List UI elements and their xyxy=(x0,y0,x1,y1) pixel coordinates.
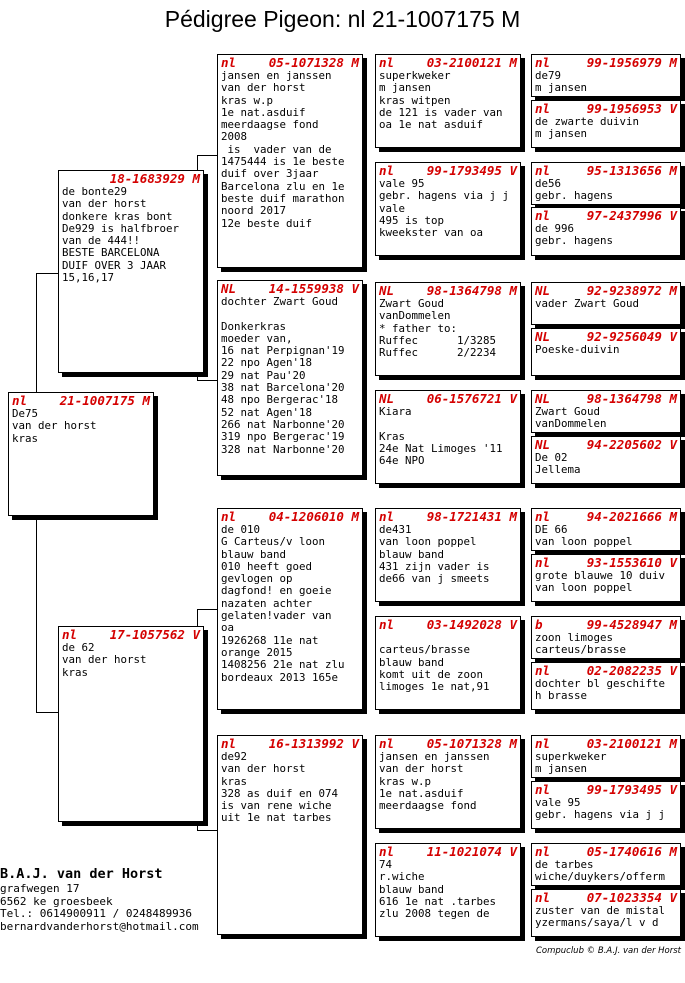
breeder-phone: Tel.: 0614900911 / 0248489936 xyxy=(0,907,193,921)
footer-credit: Compuclub © B.A.J. van der Horst xyxy=(535,946,681,956)
country-code: NL xyxy=(379,391,395,406)
pedigree-card-gen4[interactable] xyxy=(375,162,521,256)
pedigree-card-gen5[interactable] xyxy=(531,889,681,937)
pedigree-card-gen4[interactable] xyxy=(375,282,521,376)
pedigree-card-gen3[interactable] xyxy=(217,735,363,935)
ring-number: 02-2082235 V xyxy=(586,663,677,678)
country-code: nl xyxy=(535,163,551,178)
ring-number: 17-1057562 V xyxy=(109,627,200,642)
ring-number: 18-1683929 M xyxy=(109,171,200,186)
country-code: NL xyxy=(535,329,551,344)
pedigree-card-gen5[interactable] xyxy=(531,554,681,602)
country-code: nl xyxy=(379,55,395,70)
pedigree-card-gen5[interactable] xyxy=(531,54,681,97)
breeder-info xyxy=(0,866,199,933)
ring-number: 07-1023354 V xyxy=(586,890,677,905)
country-code: NL xyxy=(535,437,551,452)
pigeon-notes: vale 95 gebr. hagens via j j xyxy=(535,796,666,822)
pigeon-notes: vale 95 gebr. hagens via j j vale 495 is top kweekster van oa xyxy=(379,177,510,240)
connector-line xyxy=(36,273,58,274)
pedigree-card-gen4[interactable] xyxy=(375,508,521,602)
country-code: nl xyxy=(535,663,551,678)
pedigree-card-subject[interactable] xyxy=(8,392,154,516)
country-code: nl xyxy=(221,509,237,524)
breeder-name: B.A.J. van der Horst xyxy=(0,866,163,882)
pigeon-notes: de bonte29 van der horst donkere kras bont De929 is halfbroer van de 444!! BESTE BARCELONA DUIF OVER 3 JAAR 15,16,17 xyxy=(62,185,180,285)
pigeon-notes: de 62 van der horst kras xyxy=(62,641,147,679)
pigeon-notes: grote blauwe 10 duiv van loon poppel xyxy=(535,569,666,595)
country-code: nl xyxy=(221,55,237,70)
ring-number: 97-2437996 V xyxy=(586,208,677,223)
country-code: NL xyxy=(535,391,551,406)
country-code: nl xyxy=(62,627,78,642)
pigeon-notes: jansen en janssen van der horst kras w.p 1e nat.asduif meerdaagse fond xyxy=(379,750,490,813)
pedigree-card-gen5[interactable] xyxy=(531,781,681,829)
pigeon-notes: Zwart Goud vanDommelen xyxy=(535,405,607,431)
country-code: nl xyxy=(379,163,395,178)
pedigree-card-gen4[interactable] xyxy=(375,616,521,710)
ring-number: 95-1313656 M xyxy=(586,163,677,178)
breeder-street: grafwegen 17 xyxy=(0,882,80,895)
country-code: nl xyxy=(12,393,28,408)
ring-number: 99-4528947 M xyxy=(586,617,677,632)
pigeon-notes: 74 r.wiche blauw band 616 1e nat .tarbes zlu 2008 tegen de xyxy=(379,858,497,921)
pigeon-notes: carteus/brasse blauw band komt uit de zoon limoges 1e nat,91 xyxy=(379,643,490,694)
country-code: nl xyxy=(535,101,551,116)
pedigree-card-gen5[interactable] xyxy=(531,508,681,551)
connector-line xyxy=(197,155,217,156)
pigeon-notes: de tarbes wiche/duykers/offerm xyxy=(535,858,666,884)
pedigree-card-sire[interactable] xyxy=(58,170,204,373)
pedigree-card-gen4[interactable] xyxy=(375,390,521,484)
ring-number: 16-1313992 V xyxy=(268,736,359,751)
ring-number: 11-1021074 V xyxy=(426,844,517,859)
pigeon-notes: de431 van loon poppel blauw band 431 zijn vader is de66 van j smeets xyxy=(379,523,490,586)
pigeon-notes: de92 van der horst kras 328 as duif en 074 is van rene wiche uit 1e nat tarbes xyxy=(221,750,339,825)
pigeon-notes: DE 66 van loon poppel xyxy=(535,523,633,549)
country-code: NL xyxy=(221,281,237,296)
ring-number: 99-1956979 M xyxy=(586,55,677,70)
country-code: nl xyxy=(535,555,551,570)
ring-number: 98-1364798 M xyxy=(426,283,517,298)
ring-number: 92-9256049 V xyxy=(586,329,677,344)
ring-number: 93-1553610 V xyxy=(586,555,677,570)
pigeon-notes: superkweker m jansen xyxy=(535,750,607,776)
pigeon-notes: de 010 G Carteus/v loon blauw band 010 heeft goed gevlogen op dagfond! en goeie nazaten achter gelaten!vader van oa 1926268 11e nat orange 2015 1408256 21e nat zlu bordeaux 2013 165e xyxy=(221,523,345,684)
ring-number: 05-1071328 M xyxy=(268,55,359,70)
ring-number: 14-1559938 V xyxy=(268,281,359,296)
ring-number: 03-2100121 M xyxy=(426,55,517,70)
pigeon-notes: Kiara Kras 24e Nat Limoges '11 64e NPO xyxy=(379,405,503,468)
pedigree-card-gen5[interactable] xyxy=(531,328,681,376)
ring-number: 05-1740616 M xyxy=(586,844,677,859)
pedigree-card-gen3[interactable] xyxy=(217,508,363,710)
country-code: nl xyxy=(535,736,551,751)
ring-number: 99-1793495 V xyxy=(586,782,677,797)
country-code: nl xyxy=(221,736,237,751)
pedigree-card-gen5[interactable] xyxy=(531,162,681,205)
page-title: Pédigree Pigeon: nl 21-1007175 M xyxy=(164,6,521,32)
country-code: b xyxy=(535,617,543,632)
country-code: nl xyxy=(535,844,551,859)
pedigree-card-gen5[interactable] xyxy=(531,436,681,484)
pedigree-card-gen5[interactable] xyxy=(531,843,681,886)
pigeon-notes: De75 van der horst kras xyxy=(12,407,97,445)
ring-number: 06-1576721 V xyxy=(426,391,517,406)
pedigree-card-gen3[interactable] xyxy=(217,280,363,476)
ring-number: 99-1956953 V xyxy=(586,101,677,116)
pedigree-card-gen5[interactable] xyxy=(531,390,681,433)
country-code: nl xyxy=(379,844,395,859)
connector-line xyxy=(36,273,37,393)
connector-line xyxy=(36,516,37,712)
country-code: NL xyxy=(379,283,395,298)
pigeon-notes: zoon limoges carteus/brasse xyxy=(535,631,627,657)
connector-line xyxy=(197,155,198,170)
ring-number: 98-1364798 M xyxy=(586,391,677,406)
pigeon-notes: de 996 gebr. hagens xyxy=(535,222,614,248)
pigeon-notes: zuster van de mistal yzermans/saya/l v d xyxy=(535,904,666,930)
pedigree-card-gen4[interactable] xyxy=(375,54,521,148)
ring-number: 03-2100121 M xyxy=(586,736,677,751)
pigeon-notes: de56 gebr. hagens xyxy=(535,177,614,203)
country-code: nl xyxy=(535,208,551,223)
pedigree-card-gen3[interactable] xyxy=(217,54,363,268)
ring-number: 05-1071328 M xyxy=(426,736,517,751)
pigeon-notes: jansen en janssen van der horst kras w.p 1e nat.asduif meerdaagse fond 2008 is vader van de 1475444 is 1e beste duif over 3jaar Barcelona zlu en 1e beste duif marathon noord 2017 12e beste duif xyxy=(221,69,345,230)
pedigree-card-gen4[interactable] xyxy=(375,843,521,937)
pigeon-notes: vader Zwart Goud xyxy=(535,297,640,310)
breeder-email[interactable]: bernardvanderhorst@hotmail.com xyxy=(0,919,199,933)
pedigree-card-dam[interactable] xyxy=(58,626,204,822)
connector-line xyxy=(197,830,217,831)
pigeon-notes: dochter bl geschifte h brasse xyxy=(535,677,666,703)
country-code: nl xyxy=(379,509,395,524)
country-code: nl xyxy=(535,890,551,905)
pedigree-card-gen5[interactable] xyxy=(531,735,681,778)
ring-number: 98-1721431 M xyxy=(426,509,517,524)
ring-number: 99-1793495 V xyxy=(426,163,517,178)
ring-number: 94-2021666 M xyxy=(586,509,677,524)
ring-number: 21-1007175 M xyxy=(59,393,150,408)
pigeon-notes: dochter Zwart Goud Donkerkras moeder van, 16 nat Perpignan'19 22 npo Agen'18 29 nat Pau'20 38 nat Barcelona'20 48 npo Bergerac'18 52 nat Agen'18 266 nat Narbonne'20 319 npo Bergerac'19 328 nat Narbonne'20 xyxy=(221,295,345,456)
connector-line xyxy=(197,380,217,381)
pigeon-notes: Zwart Goud vanDommelen * father to: Ruffec 1/3285 Ruffec 2/2234 xyxy=(379,297,497,360)
connector-line xyxy=(36,712,58,713)
ring-number: 04-1206010 M xyxy=(268,509,359,524)
connector-line xyxy=(197,609,217,610)
country-code: nl xyxy=(535,782,551,797)
breeder-city: 6562 ke groesbeek xyxy=(0,894,113,908)
pedigree-card-gen5[interactable] xyxy=(531,207,681,256)
pigeon-notes: superkweker m jansen kras witpen de 121 is vader van oa 1e nat asduif xyxy=(379,69,503,132)
ring-number: 03-1492028 V xyxy=(426,617,517,632)
pedigree-card-gen5[interactable] xyxy=(531,616,681,659)
ring-number: 94-2205602 V xyxy=(586,437,677,452)
pigeon-notes: Poeske-duivin xyxy=(535,343,620,356)
country-code: NL xyxy=(535,283,551,298)
country-code: nl xyxy=(535,509,551,524)
pigeon-notes: de79 m jansen xyxy=(535,69,588,95)
pigeon-notes: de zwarte duivin m jansen xyxy=(535,115,640,141)
pedigree-card-gen5[interactable] xyxy=(531,282,681,325)
connector-line xyxy=(197,609,198,626)
pedigree-card-gen4[interactable] xyxy=(375,735,521,829)
pedigree-card-gen5[interactable] xyxy=(531,662,681,710)
pigeon-notes: De 02 Jellema xyxy=(535,451,581,477)
country-code: nl xyxy=(379,736,395,751)
ring-number: 92-9238972 M xyxy=(586,283,677,298)
country-code: nl xyxy=(535,55,551,70)
country-code: nl xyxy=(379,617,395,632)
pedigree-card-gen5[interactable] xyxy=(531,100,681,148)
